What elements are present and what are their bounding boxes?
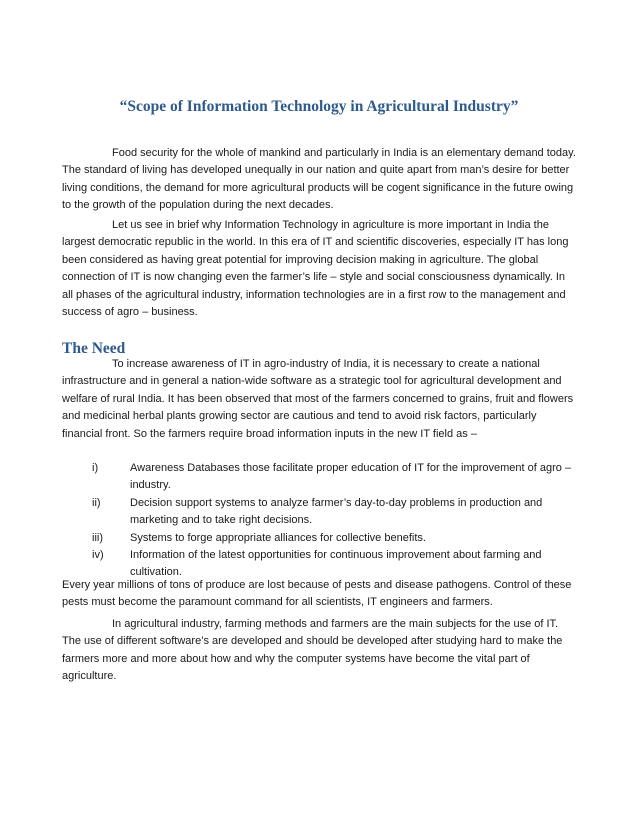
list-item-number: iv) — [92, 549, 104, 562]
list-item-text: Systems to forge appropriate alliances for collective benefits. — [130, 531, 426, 544]
list-item-number: i) — [92, 462, 99, 474]
requirements-list — [62, 460, 576, 582]
list-item-number: ii) — [92, 496, 101, 509]
paragraph-need-intro: To increase awareness of IT in agro-industry of India, it is necessary to create a national infrastructure and in general a nation-wide software as a strategic tool for agricultural development and welfare of rural India. It has been observed that most of the farmers concerned to grains, fruit and flowers and medicinal herbal plants growing sector are cautious and tend to avoid risk factors, particularly financial front. So the farmers require broad information inputs in the new IT field as – — [62, 358, 574, 440]
document-title: “Scope of Information Technology in Agricultural Industry” — [119, 98, 519, 115]
list-item-text: Awareness Databases those facilitate proper education of IT for the improvement of agro – industry. — [130, 462, 572, 492]
list-item-text: Information of the latest opportunities for continuous improvement about farming and cultivation. — [130, 549, 542, 579]
paragraph-food-security: Food security for the whole of mankind and particularly in India is an elementary demand today. The standard of living has developed unequally in our nation and quite apart from man’s desire for better living conditions, the demand for more agricultural products will be cogent significance in the future owing to the growth of the population during the next decades. — [62, 147, 576, 212]
list-item-text: Decision support systems to analyze farmer’s day-to-day problems in production and marketing and to take right decisions. — [130, 496, 543, 527]
list-item-number: iii) — [92, 531, 103, 544]
paragraph-closing: In agricultural industry, farming methods and farmers are the main subjects for the use of IT. The use of different software’s are developed and should be developed after studying hard to make the farmers more and more about how and why the computer systems have become the vital part of agriculture. — [62, 618, 563, 683]
list-item — [62, 530, 576, 547]
list-item — [62, 460, 576, 495]
paragraph-it-importance: Let us see in brief why Information Technology in agriculture is more important in India the largest democratic republic in the world. In this era of IT and scientific discoveries, especially IT has long been considered as having great potential for improving decision making in agriculture. The global connection of IT is now changing even the farmer’s life – style and social consciousness dynamically. In all phases of the agricultural industry, information technologies are in a first row to the management and success of agro – business. — [62, 219, 569, 319]
section-heading-the-need: The Need — [62, 340, 126, 357]
paragraph-pests: Every year millions of tons of produce are lost because of pests and disease pathogens. Control of these pests must become the paramount command for all scientists, IT engineers and farmers. — [62, 579, 572, 609]
list-item — [62, 495, 576, 530]
